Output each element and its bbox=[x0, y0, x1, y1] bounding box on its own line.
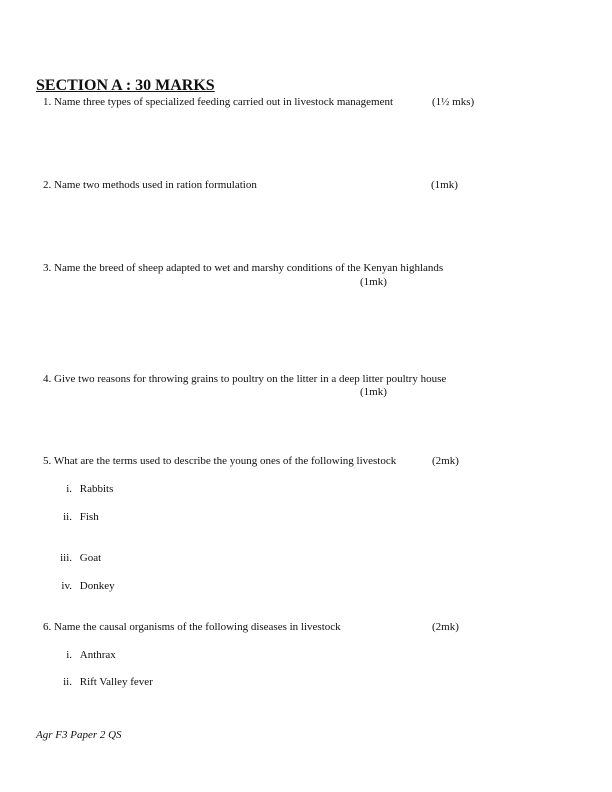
sub-item-text: Goat bbox=[79, 552, 102, 564]
question-number: 5. bbox=[43, 455, 52, 467]
question-text: Name two methods used in ration formulation bbox=[54, 179, 257, 191]
sub-item-text: Donkey bbox=[79, 580, 115, 592]
question-2 bbox=[43, 179, 257, 191]
question-number: 3. bbox=[43, 262, 52, 274]
question-3 bbox=[43, 262, 443, 274]
sub-item-label: ii. bbox=[63, 511, 72, 523]
question-text: Give two reasons for throwing grains to poultry on the litter in a deep litter poultry house bbox=[54, 373, 447, 385]
question-text: What are the terms used to describe the young ones of the following livestock bbox=[53, 455, 397, 467]
sub-item bbox=[58, 552, 101, 564]
question-text: Name the breed of sheep adapted to wet and marshy conditions of the Kenyan highlands bbox=[54, 262, 444, 274]
question-number: 4. bbox=[43, 373, 52, 385]
sub-item bbox=[58, 580, 115, 592]
sub-item-text: Rift Valley fever bbox=[79, 676, 153, 688]
sub-item-label: i. bbox=[66, 649, 72, 661]
sub-item-text: Fish bbox=[79, 511, 99, 523]
question-1-marks: (1½ mks) bbox=[432, 96, 475, 108]
sub-item-label: i. bbox=[66, 483, 72, 495]
sub-item bbox=[58, 649, 116, 661]
question-number: 2. bbox=[43, 179, 52, 191]
sub-item bbox=[58, 511, 99, 523]
sub-item-label: iii. bbox=[60, 552, 72, 564]
sub-item bbox=[58, 676, 153, 688]
question-1 bbox=[43, 96, 393, 108]
question-5 bbox=[43, 455, 396, 467]
question-6 bbox=[43, 621, 341, 633]
sub-item-text: Anthrax bbox=[79, 649, 116, 661]
question-6-marks: (2mk) bbox=[432, 621, 459, 633]
question-4 bbox=[43, 373, 446, 385]
question-text: Name three types of specialized feeding carried out in livestock management bbox=[54, 96, 394, 108]
sub-item-label: ii. bbox=[63, 676, 72, 688]
sub-item-text: Rabbits bbox=[79, 483, 114, 495]
question-number: 1. bbox=[43, 96, 52, 108]
question-4-marks: (1mk) bbox=[360, 386, 387, 398]
sub-item-label: iv. bbox=[61, 580, 72, 592]
page-footer: Agr F3 Paper 2 QS bbox=[36, 729, 122, 741]
sub-item bbox=[58, 483, 113, 495]
section-title: SECTION A : 30 MARKS bbox=[36, 77, 215, 94]
question-2-marks: (1mk) bbox=[431, 179, 458, 191]
question-5-marks: (2mk) bbox=[432, 455, 459, 467]
question-3-marks: (1mk) bbox=[360, 276, 387, 288]
question-text: Name the causal organisms of the following diseases in livestock bbox=[54, 621, 341, 633]
question-number: 6. bbox=[43, 621, 52, 633]
